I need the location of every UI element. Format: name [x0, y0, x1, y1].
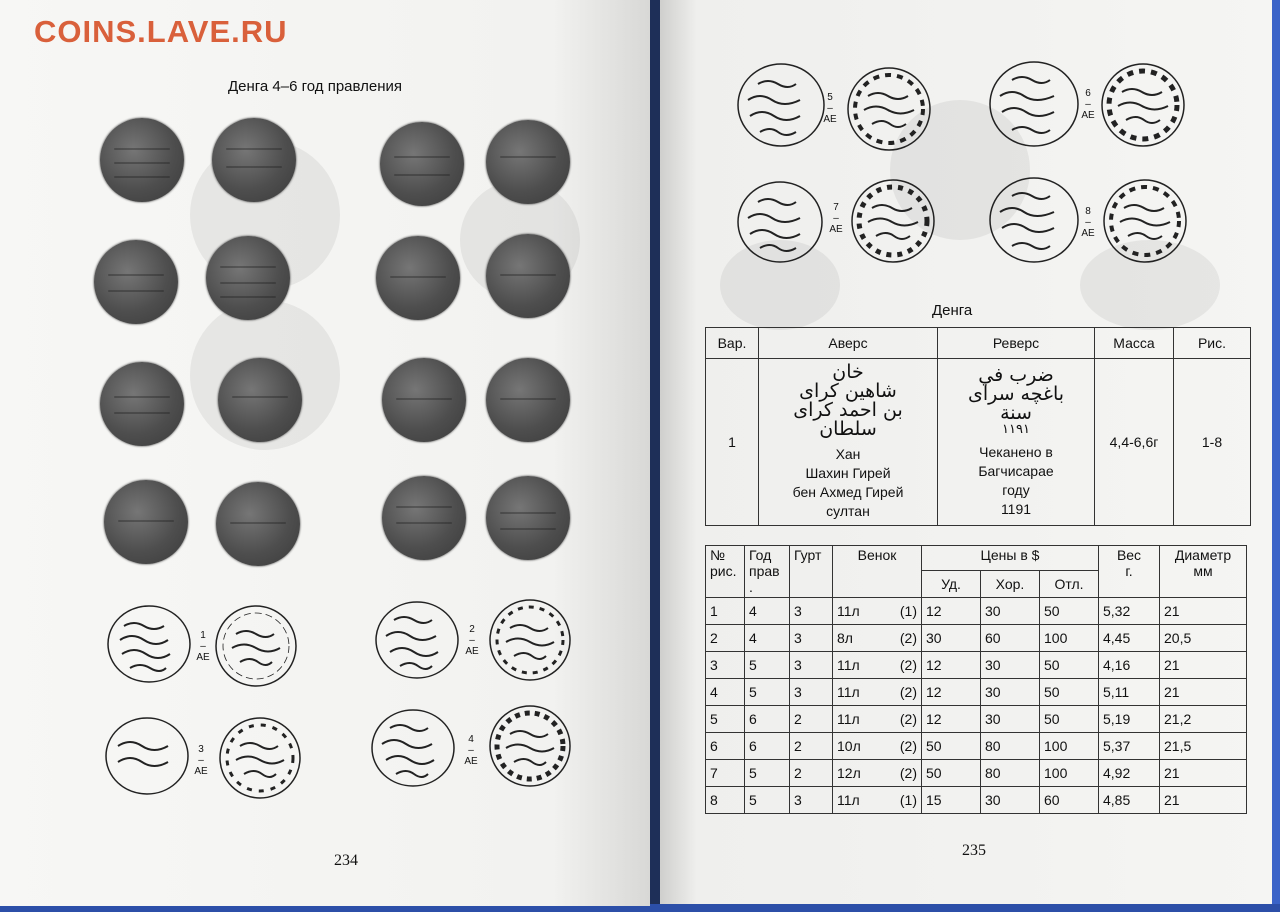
weight-cell: 5,32: [1099, 598, 1160, 625]
coin-drawing-reverse: [214, 604, 298, 688]
coin-drawing-obverse: [374, 600, 460, 680]
page-number: 234: [334, 852, 358, 869]
coin-photo: [104, 480, 188, 564]
wreath-leaves: 11л: [837, 657, 860, 673]
coin-photo: [376, 236, 460, 320]
table-row: [706, 625, 1247, 652]
price-vf-cell: 30: [981, 652, 1040, 679]
reign-year-cell: 5: [745, 760, 790, 787]
page-title: Денга 4–6 год правления: [228, 78, 403, 95]
price-xf-cell: 50: [1040, 679, 1099, 706]
edge-type-cell: 2: [790, 733, 833, 760]
coin-photo: [100, 118, 184, 202]
weight-cell: 4,85: [1099, 787, 1160, 814]
coin-drawing-obverse: [370, 708, 456, 788]
wreath-type: (2): [899, 630, 917, 646]
header-fig-number: № рис.: [706, 546, 745, 598]
header-price-xf: Отл.: [1040, 571, 1099, 598]
coin-drawing-label: 1 – AE: [196, 630, 210, 663]
wreath-type: (2): [899, 738, 917, 754]
fig-number-cell: 2: [706, 625, 745, 652]
coin-photo: [380, 122, 464, 206]
wreath-type: (2): [899, 711, 917, 727]
reign-year-cell: 5: [745, 787, 790, 814]
wreath-cell: [833, 679, 922, 706]
price-fine-cell: 50: [922, 733, 981, 760]
wreath-cell: [833, 625, 922, 652]
diameter-cell: 21,5: [1160, 733, 1247, 760]
header-prices: Цены в $: [922, 546, 1099, 571]
diameter-cell: 21: [1160, 760, 1247, 787]
fig-number-cell: 8: [706, 787, 745, 814]
price-fine-cell: 12: [922, 652, 981, 679]
table-row: [706, 652, 1247, 679]
fig-number-cell: 4: [706, 679, 745, 706]
price-fine-cell: 12: [922, 598, 981, 625]
table-row: [706, 787, 1247, 814]
wreath-leaves: 11л: [837, 792, 860, 808]
reign-year-cell: 4: [745, 598, 790, 625]
price-table: [705, 545, 1247, 814]
header-wreath: Венок: [833, 546, 922, 598]
coin-drawing-label: 6 – AE: [1081, 88, 1095, 121]
wreath-type: (1): [899, 603, 917, 619]
weight-cell: 4,45: [1099, 625, 1160, 652]
wreath-cell: [833, 598, 922, 625]
price-xf-cell: 100: [1040, 733, 1099, 760]
header-mass: Масса: [1095, 328, 1174, 359]
coin-drawing-label: 5 – AE: [823, 92, 837, 125]
table-title: Денга: [932, 302, 973, 319]
coin-drawing-obverse: [106, 604, 192, 684]
fig-number-cell: 6: [706, 733, 745, 760]
price-fine-cell: 30: [922, 625, 981, 652]
price-vf-cell: 30: [981, 787, 1040, 814]
book-spine: [650, 0, 660, 912]
coin-drawing-obverse: [736, 180, 824, 264]
price-xf-cell: 50: [1040, 652, 1099, 679]
coin-photo: [218, 358, 302, 442]
weight-cell: 5,37: [1099, 733, 1160, 760]
price-vf-cell: 60: [981, 625, 1040, 652]
page-number: 235: [962, 842, 986, 859]
header-reverse: Реверс: [938, 328, 1095, 359]
edge-type-cell: 3: [790, 625, 833, 652]
right-page: [660, 0, 1272, 904]
edge-type-cell: 3: [790, 598, 833, 625]
coin-drawing-label: 8 – AE: [1081, 206, 1095, 239]
diameter-cell: 21: [1160, 787, 1247, 814]
price-table-body: [706, 598, 1247, 814]
reign-year-cell: 4: [745, 625, 790, 652]
edge-type-cell: 3: [790, 679, 833, 706]
wreath-leaves: 11л: [837, 684, 860, 700]
coin-photo: [212, 118, 296, 202]
price-xf-cell: 50: [1040, 598, 1099, 625]
obverse-arabic-legend: خان شاهين كراى بن احمد كراى سلطان: [793, 361, 903, 440]
obverse-description: خان شاهين كراى بن احمد كراى سلطان Хан Шахин Гирей бен Ахмед Гирей султан: [759, 359, 938, 526]
wreath-leaves: 11л: [837, 711, 860, 727]
weight-cell: 4,16: [1099, 652, 1160, 679]
edge-type-cell: 3: [790, 787, 833, 814]
coin-photo: [216, 482, 300, 566]
header-edge: Гурт: [790, 546, 833, 598]
price-vf-cell: 30: [981, 679, 1040, 706]
table-row: [706, 598, 1247, 625]
diameter-cell: 21: [1160, 679, 1247, 706]
coin-drawing-label: 3 – AE: [194, 744, 208, 777]
wreath-cell: [833, 733, 922, 760]
wreath-type: (2): [899, 657, 917, 673]
coin-drawing-label: 4 – AE: [464, 734, 478, 767]
coin-photo: [206, 236, 290, 320]
fig-number-cell: 3: [706, 652, 745, 679]
coin-drawing-reverse: [218, 716, 302, 800]
price-xf-cell: 50: [1040, 706, 1099, 733]
reign-year-cell: 6: [745, 706, 790, 733]
price-fine-cell: 12: [922, 706, 981, 733]
price-fine-cell: 15: [922, 787, 981, 814]
fig-number-cell: 1: [706, 598, 745, 625]
figure-range: 1-8: [1174, 359, 1251, 526]
price-vf-cell: 30: [981, 706, 1040, 733]
reverse-description: ضرب في باغچه سراى سنة ١١٩١ Чеканено в Багчисарае году 1191: [938, 359, 1095, 526]
coin-photo: [382, 476, 466, 560]
site-watermark: COINS.LAVE.RU: [34, 14, 288, 49]
coin-photo: [94, 240, 178, 324]
wreath-type: (1): [899, 792, 917, 808]
coin-drawing-obverse: [988, 176, 1080, 264]
table-row: [706, 760, 1247, 787]
coin-drawing-reverse: [488, 598, 572, 682]
edge-type-cell: 2: [790, 760, 833, 787]
coin-photo: [100, 362, 184, 446]
coin-photo: [486, 358, 570, 442]
reign-year-cell: 6: [745, 733, 790, 760]
mass-value: 4,4-6,6г: [1095, 359, 1174, 526]
variant-table: [705, 327, 1251, 526]
wreath-cell: [833, 706, 922, 733]
fig-number-cell: 7: [706, 760, 745, 787]
header-obverse: Аверс: [759, 328, 938, 359]
coin-drawing-obverse: [104, 716, 190, 796]
coin-drawing-obverse: [988, 60, 1080, 148]
coin-drawing-reverse: [1102, 178, 1188, 264]
book-cover-edge: [1272, 0, 1280, 912]
reverse-arabic-legend: ضرب في باغچه سراى سنة ١١٩١: [967, 363, 1065, 437]
reign-year-cell: 5: [745, 652, 790, 679]
wreath-leaves: 11л: [837, 603, 860, 619]
variant-number: 1: [706, 359, 759, 526]
price-fine-cell: 12: [922, 679, 981, 706]
price-xf-cell: 100: [1040, 760, 1099, 787]
price-xf-cell: 100: [1040, 625, 1099, 652]
wreath-cell: [833, 760, 922, 787]
coin-photo: [486, 476, 570, 560]
coin-drawing-label: 7 – AE: [829, 202, 843, 235]
header-price-vf: Хор.: [981, 571, 1040, 598]
table-row: [706, 733, 1247, 760]
table-row: [706, 679, 1247, 706]
header-weight: Вес г.: [1099, 546, 1160, 598]
wreath-leaves: 8л: [837, 630, 853, 646]
diameter-cell: 20,5: [1160, 625, 1247, 652]
header-variant: Вар.: [706, 328, 759, 359]
diameter-cell: 21: [1160, 598, 1247, 625]
coin-drawing-label: 2 – AE: [465, 624, 479, 657]
table-row: [706, 706, 1247, 733]
edge-type-cell: 3: [790, 652, 833, 679]
coin-photo: [486, 120, 570, 204]
diameter-cell: 21,2: [1160, 706, 1247, 733]
diameter-cell: 21: [1160, 652, 1247, 679]
coin-photo: [486, 234, 570, 318]
wreath-leaves: 10л: [837, 738, 861, 754]
header-diameter: Диаметр мм: [1160, 546, 1247, 598]
coin-drawing-reverse: [488, 704, 572, 788]
coin-drawing-reverse: [850, 178, 936, 264]
weight-cell: 5,11: [1099, 679, 1160, 706]
price-vf-cell: 80: [981, 733, 1040, 760]
edge-type-cell: 2: [790, 706, 833, 733]
weight-cell: 4,92: [1099, 760, 1160, 787]
wreath-cell: [833, 787, 922, 814]
reign-year-cell: 5: [745, 679, 790, 706]
price-fine-cell: 50: [922, 760, 981, 787]
wreath-leaves: 12л: [837, 765, 861, 781]
wreath-type: (2): [899, 765, 917, 781]
coin-drawing-reverse: [1100, 62, 1186, 148]
fig-number-cell: 5: [706, 706, 745, 733]
weight-cell: 5,19: [1099, 706, 1160, 733]
header-reign-year: Год прав .: [745, 546, 790, 598]
price-vf-cell: 30: [981, 598, 1040, 625]
wreath-cell: [833, 652, 922, 679]
coin-drawing-reverse: [846, 66, 932, 152]
header-figure: Рис.: [1174, 328, 1251, 359]
price-vf-cell: 80: [981, 760, 1040, 787]
coin-photo: [382, 358, 466, 442]
header-price-fine: Уд.: [922, 571, 981, 598]
coin-drawing-obverse: [736, 62, 826, 148]
wreath-type: (2): [899, 684, 917, 700]
price-xf-cell: 60: [1040, 787, 1099, 814]
